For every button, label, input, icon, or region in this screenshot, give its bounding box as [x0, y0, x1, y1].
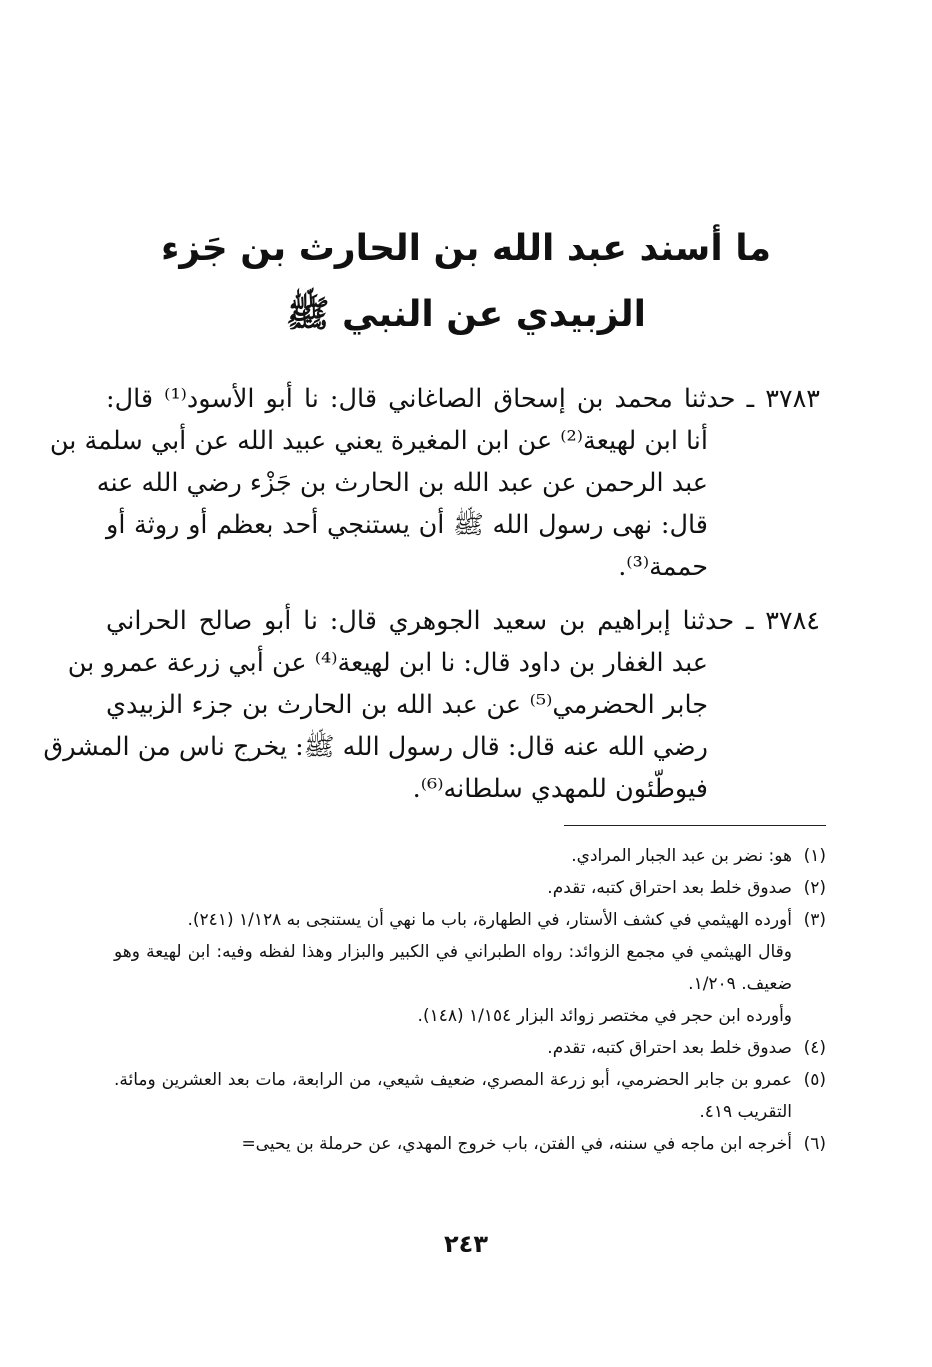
- footnote-number: (٢): [803, 878, 826, 898]
- footnote-text: صدوق خلط بعد احتراق كتبه، تقدم.: [547, 1038, 792, 1058]
- hadith-line: جابر الحضرمي⁽⁵⁾ عن عبد الله بن الحارث بن جزء الزبيدي: [106, 690, 708, 720]
- footnote-text: صدوق خلط بعد احتراق كتبه، تقدم.: [547, 878, 792, 898]
- hadith-number: ٣٧٨٣ ـ: [746, 384, 821, 414]
- page-number: ٢٤٣: [444, 1230, 488, 1258]
- hadith-line: حممة⁽³⁾.: [618, 552, 708, 582]
- footnote-3-continuation: وقال الهيثمي في مجمع الزوائد: رواه الطبراني في الكبير والبزار وهذا لفظه وفيه: ابن لهيعة وهو ضعيف. ١/٢٠٩.: [114, 942, 792, 994]
- chapter-heading-line-1: ما أسند عبد الله بن الحارث بن جَزء: [160, 228, 772, 269]
- footnote-text: أورده الهيثمي في كشف الأستار، في الطهارة، باب ما نهي أن يستنجى به ١/١٢٨ (٢٤١).: [187, 910, 792, 930]
- footnote-3-continuation: وأورده ابن حجر في مختصر زوائد البزار ١/١٥٤ (١٤٨).: [417, 1006, 792, 1026]
- hadith-line: عبد الغفار بن داود قال: نا ابن لهيعة⁽⁴⁾ عن أبي زرعة عمرو بن: [67, 648, 708, 678]
- hadith-line: ٣٧٨٣ ـ حدثنا محمد بن إسحاق الصاغاني قال: نا أبو الأسود⁽¹⁾ قال:: [106, 384, 821, 414]
- footnote-3: [114, 904, 826, 936]
- hadith-number: ٣٧٨٤ ـ: [745, 606, 820, 636]
- footnote-1: [114, 840, 826, 872]
- hadith-entry-3783: [49, 378, 826, 588]
- footnote-number: (١): [803, 846, 826, 866]
- footnotes: [114, 840, 826, 1160]
- hadith-line: أنا ابن لهيعة⁽²⁾ عن ابن المغيرة يعني عبيد الله عن أبي سلمة بن: [49, 426, 708, 456]
- chapter-heading: [0, 216, 932, 348]
- hadith-line: ٣٧٨٤ ـ حدثنا إبراهيم بن سعيد الجوهري قال: نا أبو صالح الحراني: [106, 606, 820, 636]
- hadith-line: عبد الرحمن عن عبد الله بن الحارث بن جَزْء رضي الله عنه: [96, 468, 708, 498]
- hadith-line: فيوطّئون للمهدي سلطانه⁽⁶⁾.: [412, 774, 708, 804]
- hadith-line: قال: نهى رسول الله ﷺ أن يستنجي أحد بعظم أو روثة أو: [106, 510, 708, 540]
- footnote-text: عمرو بن جابر الحضرمي، أبو زرعة المصري، ضعيف شيعي، من الرابعة، مات بعد العشرين ومائة. التقريب ٤١٩.: [114, 1070, 792, 1122]
- hadith-body: [43, 378, 826, 810]
- footnote-text: هو: نضر بن عبد الجبار المرادي.: [571, 846, 792, 866]
- footnote-number: (٤): [803, 1038, 826, 1058]
- footnote-5: [114, 1064, 826, 1128]
- footnote-divider: [564, 825, 826, 826]
- footnote-number: (٦): [803, 1134, 826, 1154]
- footnote-4: [114, 1032, 826, 1064]
- hadith-line: رضي الله عنه قال: قال رسول الله ﷺ: يخرج ناس من المشرق: [43, 732, 708, 762]
- footnote-text: أخرجه ابن ماجه في سننه، في الفتن، باب خروج المهدي، عن حرملة بن يحيى=: [241, 1134, 792, 1154]
- hadith-entry-3784: [43, 600, 826, 810]
- footnote-number: (٣): [803, 910, 826, 930]
- footnote-number: (٥): [803, 1070, 826, 1090]
- footnote-6: [114, 1128, 826, 1160]
- chapter-heading-line-2: الزبيدي عن النبي ﷺ: [286, 294, 646, 335]
- footnote-2: [114, 872, 826, 904]
